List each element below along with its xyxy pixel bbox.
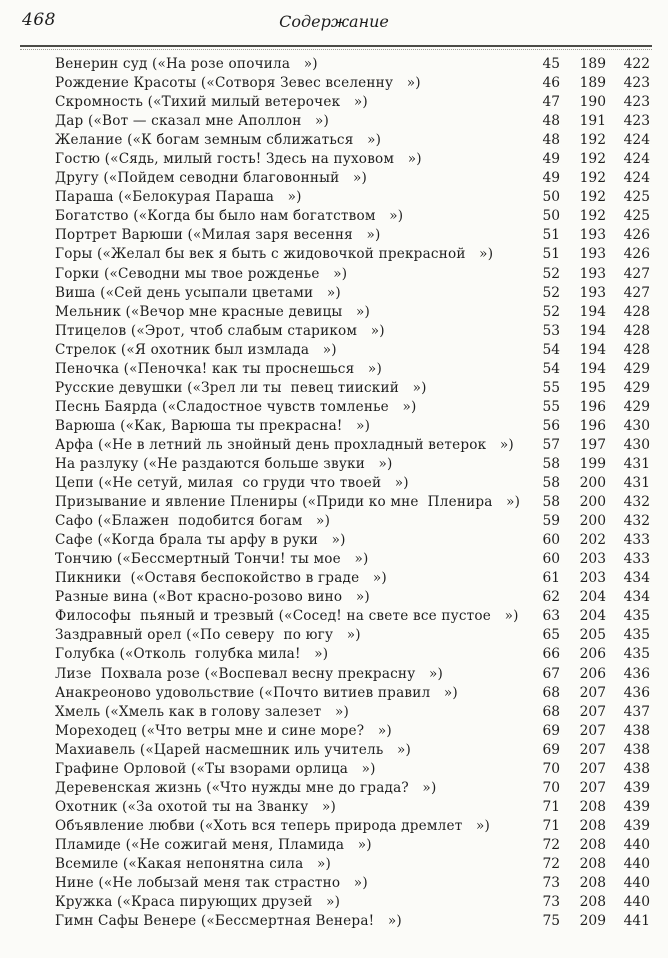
entry-title: Рождение Красоты («Сотворя Зевес вселенну ») xyxy=(55,75,421,92)
entry-page-col1: 57 xyxy=(542,436,560,453)
entry-page-col3: 430 xyxy=(623,417,650,434)
toc-row xyxy=(55,266,650,285)
entry-page-col2: 192 xyxy=(579,189,606,206)
entry-page-col2: 192 xyxy=(579,170,606,187)
entry-page-col2: 197 xyxy=(579,436,606,453)
entry-page-col1: 58 xyxy=(542,494,560,511)
entry-page-col2: 208 xyxy=(579,817,606,834)
entry-page-col2: 196 xyxy=(579,417,606,434)
entry-page-col2: 191 xyxy=(579,113,606,130)
entry-title: Нине («Не лобызай меня так страстно ») xyxy=(55,875,368,892)
entry-title: Объявление любви («Хоть вся теперь природа дремлет ») xyxy=(55,817,491,834)
entry-page-col1: 68 xyxy=(542,684,560,701)
entry-page-col3: 424 xyxy=(623,170,650,187)
entry-page-col2: 208 xyxy=(579,894,606,911)
entry-title: Деревенская жизнь («Что нужды мне до града? ») xyxy=(55,779,437,796)
entry-page-col3: 439 xyxy=(623,798,650,815)
toc-row xyxy=(55,646,650,665)
entry-page-col2: 206 xyxy=(579,646,606,663)
entry-page-col3: 428 xyxy=(623,322,650,339)
toc-row xyxy=(55,723,650,742)
toc-row xyxy=(55,132,650,151)
toc-row xyxy=(55,208,650,227)
entry-page-col2: 203 xyxy=(579,551,606,568)
entry-title: Желание («К богам земным сближаться ») xyxy=(55,132,382,149)
entry-page-col1: 53 xyxy=(542,322,560,339)
entry-page-col3: 429 xyxy=(623,379,650,396)
entry-title: Анакреоново удовольствие («Почто витиев правил ») xyxy=(55,684,458,701)
toc-row xyxy=(55,894,650,913)
entry-page-col2: 208 xyxy=(579,875,606,892)
entry-page-col1: 54 xyxy=(542,360,560,377)
entry-page-col3: 427 xyxy=(623,265,650,282)
entry-page-col3: 440 xyxy=(623,894,650,911)
entry-page-col3: 436 xyxy=(623,665,650,682)
running-title: Содержание xyxy=(279,12,389,31)
entry-page-col3: 433 xyxy=(623,532,650,549)
entry-page-col3: 423 xyxy=(623,94,650,111)
entry-page-col1: 58 xyxy=(542,455,560,472)
toc-row xyxy=(55,913,650,932)
entry-page-col3: 429 xyxy=(623,360,650,377)
entry-page-col3: 424 xyxy=(623,151,650,168)
entry-page-col1: 71 xyxy=(542,798,560,815)
toc-row xyxy=(55,342,650,361)
entry-page-col1: 60 xyxy=(542,532,560,549)
entry-page-col2: 193 xyxy=(579,284,606,301)
entry-page-col3: 435 xyxy=(623,608,650,625)
entry-page-col1: 72 xyxy=(542,855,560,872)
toc-row xyxy=(55,75,650,94)
entry-page-col3: 423 xyxy=(623,75,650,92)
entry-title: Охотник («За охотой ты на Званку ») xyxy=(55,798,337,815)
entry-page-col1: 67 xyxy=(542,665,560,682)
entry-page-col2: 200 xyxy=(579,475,606,492)
toc-row xyxy=(55,304,650,323)
entry-page-col1: 73 xyxy=(542,894,560,911)
entry-title: Параша («Белокурая Параша ») xyxy=(55,189,302,206)
entry-page-col1: 69 xyxy=(542,722,560,739)
toc-row xyxy=(55,818,650,837)
entry-page-col3: 428 xyxy=(623,341,650,358)
entry-title: Лизе Похвала розе («Воспевал весну прекрасну ») xyxy=(55,665,443,682)
entry-title: Пеночка («Пеночка! как ты проснешься ») xyxy=(55,360,382,377)
entry-title: Всемиле («Какая непонятна сила ») xyxy=(55,855,332,872)
toc-row xyxy=(55,704,650,723)
toc-row xyxy=(55,56,650,75)
entry-page-col1: 51 xyxy=(542,246,560,263)
entry-page-col2: 205 xyxy=(579,627,606,644)
entry-title: Заздравный орел («По северу по югу ») xyxy=(55,627,361,644)
entry-page-col3: 438 xyxy=(623,741,650,758)
entry-page-col2: 199 xyxy=(579,455,606,472)
toc-row xyxy=(55,475,650,494)
entry-page-col2: 208 xyxy=(579,798,606,815)
entry-title: Дар («Вот — сказал мне Аполлон ») xyxy=(55,113,330,130)
entry-page-col1: 46 xyxy=(542,75,560,92)
entry-title: Песнь Баярда («Сладостное чувств томленье ») xyxy=(55,398,417,415)
entry-page-col3: 435 xyxy=(623,627,650,644)
toc-row xyxy=(55,494,650,513)
entry-page-col3: 440 xyxy=(623,875,650,892)
entry-page-col2: 207 xyxy=(579,741,606,758)
entry-page-col2: 203 xyxy=(579,570,606,587)
entry-title: Мореходец («Что ветры мне и сине море? ») xyxy=(55,722,392,739)
entry-page-col3: 422 xyxy=(623,56,650,72)
entry-page-col3: 429 xyxy=(623,398,650,415)
entry-page-col2: 202 xyxy=(579,532,606,549)
entry-title: Пламиде («Не сожигай меня, Пламида ») xyxy=(55,836,372,853)
toc-row xyxy=(55,94,650,113)
toc-row xyxy=(55,189,650,208)
toc-row xyxy=(55,151,650,170)
entry-title: Горы («Желал бы век я быть с жидовочкой прекрасной ») xyxy=(55,246,494,263)
toc-row xyxy=(55,285,650,304)
header-rule-sub xyxy=(20,49,652,50)
entry-title: Мельник («Вечор мне красные девицы ») xyxy=(55,303,371,320)
entry-page-col1: 66 xyxy=(542,646,560,663)
entry-page-col2: 194 xyxy=(579,341,606,358)
entry-page-col2: 207 xyxy=(579,760,606,777)
toc-row xyxy=(55,418,650,437)
entry-page-col3: 423 xyxy=(623,113,650,130)
entry-page-col2: 194 xyxy=(579,303,606,320)
entry-title: Цепи («Не сетуй, милая со груди что твоей ») xyxy=(55,475,409,492)
entry-title: Тончию («Бессмертный Тончи! ты мое ») xyxy=(55,551,369,568)
toc-row xyxy=(55,589,650,608)
entry-page-col1: 70 xyxy=(542,779,560,796)
entry-title: Графине Орловой («Ты взорами орлица ») xyxy=(55,760,376,777)
entry-title: Хмель («Хмель как в голову залезет ») xyxy=(55,703,349,720)
entry-page-col2: 207 xyxy=(579,684,606,701)
toc-row xyxy=(55,323,650,342)
entry-page-col3: 427 xyxy=(623,284,650,301)
entry-page-col2: 194 xyxy=(579,360,606,377)
toc-row xyxy=(55,170,650,189)
entry-page-col3: 425 xyxy=(623,189,650,206)
entry-page-col2: 207 xyxy=(579,722,606,739)
entry-page-col3: 432 xyxy=(623,494,650,511)
entry-page-col1: 59 xyxy=(542,513,560,530)
toc-row xyxy=(55,380,650,399)
entry-page-col1: 49 xyxy=(542,170,560,187)
entry-page-col1: 47 xyxy=(542,94,560,111)
entry-title: Сафе («Когда брала ты арфу в руки ») xyxy=(55,532,346,549)
toc-row xyxy=(55,761,650,780)
entry-page-col1: 70 xyxy=(542,760,560,777)
entry-page-col1: 52 xyxy=(542,303,560,320)
entry-page-col2: 200 xyxy=(579,513,606,530)
entry-page-col3: 426 xyxy=(623,227,650,244)
entry-page-col3: 436 xyxy=(623,684,650,701)
entry-title: Разные вина («Вот красно-розово вино ») xyxy=(55,589,370,606)
entry-title: Стрелок («Я охотник был измлада ») xyxy=(55,341,337,358)
entry-page-col2: 207 xyxy=(579,779,606,796)
entry-title: Призывание и явление Плениры («Приди ко мне Пленира ») xyxy=(55,494,521,511)
entry-title: Варюша («Как, Варюша ты прекрасна! ») xyxy=(55,417,371,434)
entry-page-col3: 433 xyxy=(623,551,650,568)
entry-page-col2: 189 xyxy=(579,75,606,92)
entry-page-col2: 192 xyxy=(579,208,606,225)
entry-page-col3: 431 xyxy=(623,455,650,472)
entry-page-col3: 425 xyxy=(623,208,650,225)
entry-page-col3: 428 xyxy=(623,303,650,320)
entry-page-col2: 204 xyxy=(579,589,606,606)
entry-page-col1: 75 xyxy=(542,913,560,930)
entry-page-col1: 60 xyxy=(542,551,560,568)
toc-row xyxy=(55,799,650,818)
toc-row xyxy=(55,532,650,551)
entry-page-col2: 207 xyxy=(579,703,606,720)
entry-page-col3: 439 xyxy=(623,817,650,834)
header-rule xyxy=(20,45,652,50)
entry-page-col1: 61 xyxy=(542,570,560,587)
toc-row xyxy=(55,837,650,856)
entry-page-col1: 63 xyxy=(542,608,560,625)
entry-title: Горки («Севодни мы твое рожденье ») xyxy=(55,265,348,282)
entry-page-col2: 206 xyxy=(579,665,606,682)
entry-page-col1: 56 xyxy=(542,417,560,434)
entry-page-col3: 437 xyxy=(623,703,650,720)
entry-page-col2: 209 xyxy=(579,913,606,930)
toc-row xyxy=(55,551,650,570)
entry-title: На разлуку («Не раздаются больше звуки ») xyxy=(55,455,393,472)
entry-page-col3: 430 xyxy=(623,436,650,453)
entry-title: Пикники («Оставя беспокойство в граде ») xyxy=(55,570,387,587)
entry-page-col3: 441 xyxy=(623,913,650,930)
entry-page-col2: 195 xyxy=(579,379,606,396)
entry-page-col2: 189 xyxy=(579,56,606,72)
entry-title: Виша («Сей день усыпали цветами ») xyxy=(55,284,341,301)
entry-page-col2: 200 xyxy=(579,494,606,511)
entry-page-col1: 68 xyxy=(542,703,560,720)
entry-page-col1: 45 xyxy=(542,56,560,72)
entry-title: Богатство («Когда бы было нам богатством ») xyxy=(55,208,404,225)
entry-page-col3: 434 xyxy=(623,570,650,587)
toc-row xyxy=(55,742,650,761)
entry-page-col1: 69 xyxy=(542,741,560,758)
entry-page-col3: 440 xyxy=(623,855,650,872)
entry-page-col2: 196 xyxy=(579,398,606,415)
entry-page-col1: 55 xyxy=(542,379,560,396)
entry-page-col1: 50 xyxy=(542,189,560,206)
entry-page-col1: 72 xyxy=(542,836,560,853)
entry-page-col3: 426 xyxy=(623,246,650,263)
entry-page-col2: 208 xyxy=(579,855,606,872)
toc-row xyxy=(55,685,650,704)
toc-row xyxy=(55,570,650,589)
entry-page-col2: 193 xyxy=(579,246,606,263)
entry-page-col3: 438 xyxy=(623,722,650,739)
toc-row xyxy=(55,875,650,894)
entry-page-col1: 52 xyxy=(542,265,560,282)
entry-page-col3: 424 xyxy=(623,132,650,149)
entry-page-col1: 51 xyxy=(542,227,560,244)
entry-page-col3: 438 xyxy=(623,760,650,777)
toc-row xyxy=(55,627,650,646)
entry-title: Кружка («Краса пирующих друзей ») xyxy=(55,894,341,911)
entry-title: Портрет Варюши («Милая заря весення ») xyxy=(55,227,381,244)
entry-title: Философы пьяный и трезвый («Сосед! на свете все пустое ») xyxy=(55,608,519,625)
toc-row xyxy=(55,113,650,132)
entry-title: Венерин суд («На розе опочила ») xyxy=(55,56,318,72)
toc-row xyxy=(55,437,650,456)
entry-page-col2: 204 xyxy=(579,608,606,625)
entry-title: Скромность («Тихий милый ветерочек ») xyxy=(55,94,368,111)
toc-row xyxy=(55,666,650,685)
entry-page-col2: 193 xyxy=(579,265,606,282)
toc-row xyxy=(55,780,650,799)
entry-page-col1: 52 xyxy=(542,284,560,301)
entry-page-col1: 50 xyxy=(542,208,560,225)
entry-page-col1: 55 xyxy=(542,398,560,415)
entry-title: Другу («Пойдем севодни благовонный ») xyxy=(55,170,367,187)
toc-row xyxy=(55,399,650,418)
entry-title: Гимн Сафы Венере («Бессмертная Венера! ») xyxy=(55,913,402,930)
entry-title: Гостю («Сядь, милый гость! Здесь на пуховом ») xyxy=(55,151,422,168)
entry-page-col3: 434 xyxy=(623,589,650,606)
entry-title: Арфа («Не в летний ль знойный день прохладный ветерок ») xyxy=(55,436,514,453)
entry-page-col1: 58 xyxy=(542,475,560,492)
entry-page-col3: 431 xyxy=(623,475,650,492)
entry-page-col2: 194 xyxy=(579,322,606,339)
entry-title: Махиавель («Царей насмешник иль учитель ») xyxy=(55,741,412,758)
entry-page-col2: 192 xyxy=(579,132,606,149)
entry-page-col3: 439 xyxy=(623,779,650,796)
entry-page-col2: 190 xyxy=(579,94,606,111)
entry-page-col3: 432 xyxy=(623,513,650,530)
entry-page-col1: 65 xyxy=(542,627,560,644)
entry-page-col1: 48 xyxy=(542,132,560,149)
toc-row xyxy=(55,227,650,246)
entry-page-col2: 192 xyxy=(579,151,606,168)
folio-page-number: 468 xyxy=(22,10,56,30)
page-header xyxy=(0,0,668,42)
entry-page-col1: 54 xyxy=(542,341,560,358)
entry-page-col3: 440 xyxy=(623,836,650,853)
entry-page-col1: 62 xyxy=(542,589,560,606)
toc-row xyxy=(55,456,650,475)
entry-page-col1: 49 xyxy=(542,151,560,168)
toc-list xyxy=(0,56,668,932)
entry-page-col1: 71 xyxy=(542,817,560,834)
entry-title: Сафо («Блажен подобится богам ») xyxy=(55,513,331,530)
toc-row xyxy=(55,361,650,380)
entry-title: Голубка («Отколь голубка мила! ») xyxy=(55,646,329,663)
header-rule-main xyxy=(20,45,652,47)
entry-page-col2: 193 xyxy=(579,227,606,244)
entry-page-col3: 435 xyxy=(623,646,650,663)
entry-page-col2: 208 xyxy=(579,836,606,853)
entry-title: Птицелов («Эрот, чтоб слабым стариком ») xyxy=(55,322,385,339)
toc-row xyxy=(55,246,650,265)
entry-page-col1: 73 xyxy=(542,875,560,892)
toc-row xyxy=(55,608,650,627)
toc-row xyxy=(55,856,650,875)
entry-title: Русские девушки («Зрел ли ты певец тииский ») xyxy=(55,379,427,396)
entry-page-col1: 48 xyxy=(542,113,560,130)
toc-row xyxy=(55,513,650,532)
